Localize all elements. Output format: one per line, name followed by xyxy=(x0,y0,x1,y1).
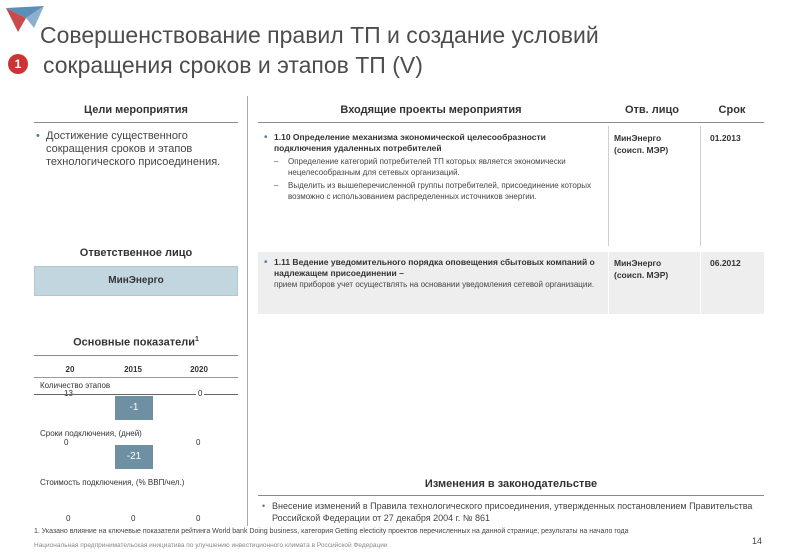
dash-icon: – xyxy=(274,181,279,190)
indicator-days-start: 0 xyxy=(64,438,69,447)
row-2-col-sep-a xyxy=(608,252,609,314)
law-header: Изменения в законодательстве xyxy=(424,478,598,490)
indicator-days-2020: 0 xyxy=(196,438,201,447)
indicator-label-days: Сроки подключения, (дней) xyxy=(40,429,142,438)
bullet-dot-icon: • xyxy=(264,257,268,268)
indicators-header xyxy=(34,336,238,349)
row-1-col-sep-b xyxy=(700,126,701,246)
dash-icon: – xyxy=(274,157,279,166)
project-row-1-title: 1.10 Определение механизма экономической целесообразности подключения удаленных потребителей xyxy=(274,132,546,153)
responsible-header: Ответственное лицо xyxy=(79,247,193,259)
section-number-badge: 1 xyxy=(8,54,28,74)
project-row-1 xyxy=(258,128,764,246)
project-row-2-title: 1.11 Ведение уведомительного порядка оповещения сбытовых компаний о надлежащем присоединении – xyxy=(274,257,595,278)
term-col-header: Срок xyxy=(718,104,746,116)
row-2-col-sep-b xyxy=(700,252,701,314)
page-title xyxy=(40,20,599,80)
column-divider xyxy=(247,96,248,526)
indicators-footnote-mark: 1 xyxy=(194,336,199,343)
indicator-stages-line xyxy=(34,394,238,395)
indicator-stages-2020: 0 xyxy=(198,389,203,398)
project-row-1-sub-1: – Определение категорий потребителей ТП которых является экономически нецелесообразным для сетевых организаций. xyxy=(274,157,566,177)
project-row-1-bullet xyxy=(264,132,604,202)
project-row-1-resp: МинЭнерго (соисп. МЭР) xyxy=(614,133,669,155)
indicators-title: Основные показатели xyxy=(73,336,195,349)
years-divider xyxy=(34,377,238,378)
indicator-cost-2020: 0 xyxy=(196,514,201,523)
projects-header-divider xyxy=(258,122,764,123)
project-row-1-term: 01.2013 xyxy=(710,133,741,143)
law-text: Внесение изменений в Правила технологического присоединения, утвержденных постановлением Правительства Российской Федерации от 27 декабря 2004 г. № 861 xyxy=(272,501,753,523)
goals-header-divider xyxy=(34,122,238,123)
bullet-dot-icon: • xyxy=(36,130,40,142)
projects-header: Входящие проекты мероприятия xyxy=(340,104,522,116)
indicator-label-cost: Стоимость подключения, (% ВВП/чел.) xyxy=(40,478,185,487)
indicator-stages-delta-bar: -1 xyxy=(115,396,153,420)
project-row-2-resp: МинЭнерго (соисп. МЭР) xyxy=(614,258,669,280)
project-row-1-sub-2: – Выделить из вышеперечисленной группы потребителей, присоединение которых возможно с использованием распределенных источников энергии. xyxy=(274,181,592,201)
year-col-1: 20 xyxy=(65,365,75,374)
footnote: 1. Указано влияние на ключевые показатели рейтинга World bank Doing business, категория Getting electicity проектов перечисленных на данной странице, результаты на начало года xyxy=(34,528,629,535)
responsible-col-header: Отв. лицо xyxy=(624,104,680,116)
law-header-divider xyxy=(258,495,764,496)
page-title-line2: сокращения сроков и этапов ТП (V) xyxy=(43,52,423,78)
bullet-dot-icon: • xyxy=(262,501,266,511)
project-row-2-desc: прием приборов учет осуществлять на основании уведомления сетевой организации. xyxy=(274,280,595,289)
goal-bullet xyxy=(36,130,234,169)
indicator-cost-start: 0 xyxy=(66,514,71,523)
goal-text: Достижение существенного сокращения сроков и этапов технологического присоединения. xyxy=(46,130,221,168)
page-title-line1: Совершенствование правил ТП и создание условий xyxy=(40,22,599,48)
year-col-2: 2015 xyxy=(124,365,142,374)
project-row-2-term: 06.2012 xyxy=(710,258,741,268)
project-row-2 xyxy=(258,252,764,314)
responsible-value: МинЭнерго xyxy=(34,266,238,296)
indicator-cost-2015: 0 xyxy=(131,514,136,523)
page-number: 14 xyxy=(752,536,763,546)
goals-header: Цели мероприятия xyxy=(84,104,188,116)
indicator-days-delta-bar: -21 xyxy=(115,445,153,469)
law-bullet xyxy=(262,500,772,524)
indicator-label-stages: Количество этапов xyxy=(40,381,111,390)
project-row-2-bullet xyxy=(264,257,604,290)
bullet-dot-icon: • xyxy=(264,132,268,143)
year-col-3: 2020 xyxy=(190,365,208,374)
organization-footer: Национальная предпринимательская инициатива по улучшению инвестиционного климата в Российской Федерации xyxy=(34,542,388,549)
row-1-col-sep-a xyxy=(608,126,609,246)
indicators-header-divider xyxy=(34,355,238,356)
